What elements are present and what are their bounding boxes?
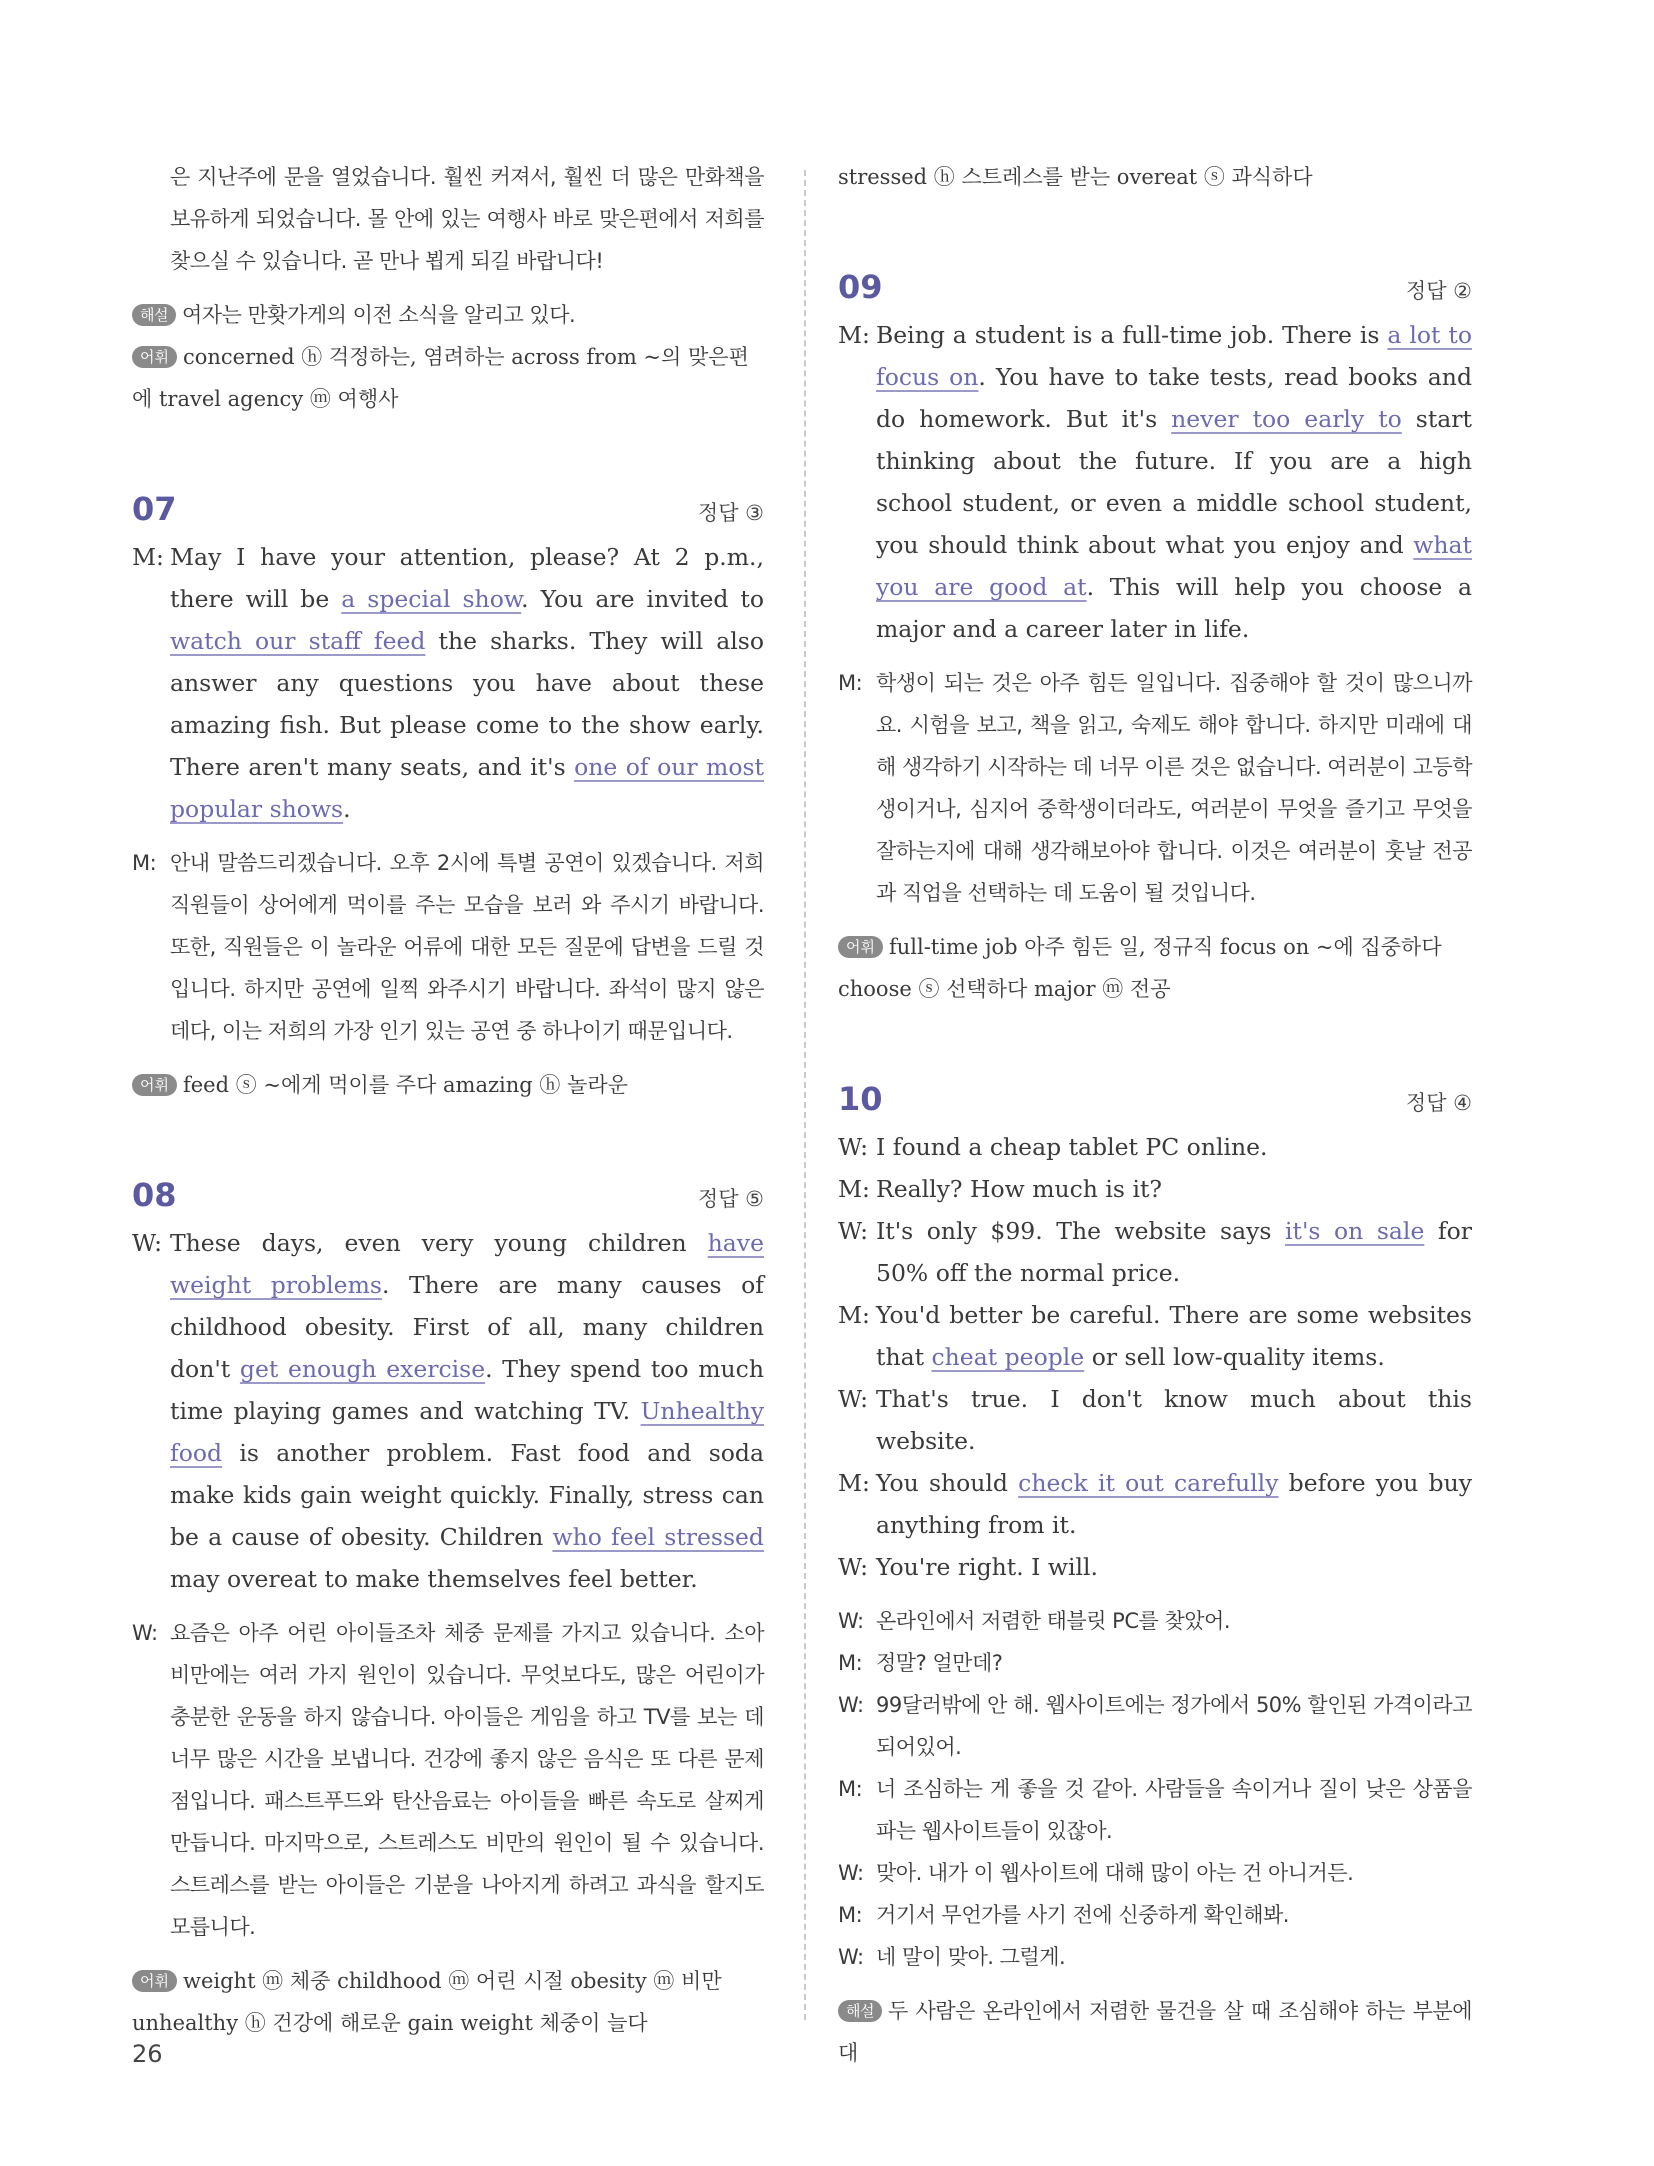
translation-line xyxy=(838,1768,1472,1852)
column-divider xyxy=(804,170,806,2020)
explanation-tag: 해설 xyxy=(132,304,176,326)
translation-10 xyxy=(838,1600,1472,1978)
section-08-header xyxy=(132,1176,764,1214)
translation-text: 안내 말씀드리겠습니다. 오후 2시에 특별 공연이 있겠습니다. 저희 직원들이 상어에게 먹이를 주는 모습을 보러 와 주시기 바랍니다. 또한, 직원들은 이 놀라운 어류에 대한 모든 질문에 답변을 드릴 것입니다. 하지만 공연에 일찍 와주시기 바랍니다. 좌석이 많지 않은 데다, 이는 저희의 가장 인기 있는 공연 중 하나이기 때문입니다. xyxy=(170,851,764,1043)
script-text: . You have to take tests, read books and do homework. But it's xyxy=(876,363,1472,433)
translation-line xyxy=(838,1642,1472,1684)
dialogue-line xyxy=(838,1294,1472,1378)
speaker: W: xyxy=(838,1861,864,1885)
vocab-text: weight ⓜ 체중 childhood ⓜ 어린 시절 obesity ⓜ 비만 unhealthy ⓗ 건강에 해로운 gain weight 체중이 늘다 xyxy=(132,1969,722,2035)
translation-07 xyxy=(132,842,764,1052)
question-number: 08 xyxy=(132,1176,177,1214)
script-text: You'd better be careful. There are some websites that xyxy=(876,1301,1472,1371)
script-text: . There are many causes of childhood obesity. First of all, many children don't xyxy=(170,1271,764,1383)
question-number: 10 xyxy=(838,1080,883,1118)
translation-08 xyxy=(132,1612,764,1948)
speaker: W: xyxy=(838,1693,864,1717)
page-number: 26 xyxy=(132,2040,163,2068)
underlined-phrase: a special show xyxy=(341,585,522,613)
speaker: W: xyxy=(132,1621,158,1645)
speaker: M: xyxy=(838,1777,863,1801)
section-09-header xyxy=(838,268,1472,306)
underlined-phrase: never too early to xyxy=(1171,405,1402,433)
script-text: . They spend too much time playing games and watching TV. xyxy=(170,1355,764,1425)
dialogue-line xyxy=(838,1126,1472,1168)
dialogue-line xyxy=(838,1546,1472,1588)
script-text: These days, even very young children xyxy=(170,1229,708,1257)
answer-label: 정답 ② xyxy=(1405,279,1472,303)
translation-text: 학생이 되는 것은 아주 힘든 일입니다. 집중해야 할 것이 많으니까요. 시험을 보고, 책을 읽고, 숙제도 해야 합니다. 하지만 미래에 대해 생각하기 시작하는 데 너무 이른 것은 없습니다. 여러분이 고등학생이거나, 심지어 중학생이더라도, 여러분이 무엇을 즐기고 무엇을 잘하는지에 대해 생각해보아야 합니다. 이것은 여러분이 훗날 전공과 직업을 선택하는 데 도움이 될 것입니다. xyxy=(876,671,1472,905)
underlined-phrase: watch our staff feed xyxy=(170,627,426,655)
right-column xyxy=(838,156,1472,2074)
vocab-07 xyxy=(132,1064,764,1106)
section-07-header xyxy=(132,490,764,528)
speaker: M: xyxy=(132,543,164,571)
vocab-08 xyxy=(132,1960,764,2044)
underlined-phrase: it's on sale xyxy=(1285,1217,1425,1245)
script-text: is another problem. Fast food and soda make kids gain weight quickly. Finally, stress can be a cause of obesity. Children xyxy=(170,1439,764,1551)
vocab-tag: 어휘 xyxy=(132,1970,177,1992)
speaker: W: xyxy=(838,1609,864,1633)
vocab-tag: 어휘 xyxy=(132,346,177,368)
vocab-09 xyxy=(838,926,1472,1010)
vocab-06 xyxy=(132,336,764,420)
translation-text: 네 말이 맞아. 그럴게. xyxy=(876,1945,1066,1969)
script-09 xyxy=(838,314,1472,650)
dialogue-line xyxy=(838,1462,1472,1546)
underlined-phrase: one of our most popular shows xyxy=(170,753,764,823)
speaker: M: xyxy=(132,851,157,875)
script-text: . You are invited to xyxy=(521,585,764,613)
speaker: M: xyxy=(838,1301,870,1329)
translation-text: 정말? 얼만데? xyxy=(876,1651,1003,1675)
dialogue-line xyxy=(838,1378,1472,1462)
speaker: W: xyxy=(838,1133,869,1161)
underlined-phrase: get enough exercise xyxy=(239,1355,486,1383)
script-text: You should xyxy=(876,1469,1019,1497)
script-text: I found a cheap tablet PC online. xyxy=(876,1133,1268,1161)
script-text: May I have your attention, please? At 2 p.m., there will be xyxy=(170,543,764,613)
script-text: . This will help you choose a major and a career later in life. xyxy=(876,573,1472,643)
underlined-phrase: what you are good at xyxy=(876,531,1472,601)
underlined-phrase: a lot to focus on xyxy=(876,321,1473,391)
script-text: start thinking about the future. If you are a high school student, or even a middle school student, you should think about what you enjoy and xyxy=(876,405,1472,559)
left-column xyxy=(132,156,764,2044)
script-07 xyxy=(132,536,764,830)
translation-line xyxy=(838,1600,1472,1642)
script-text: may overeat to make themselves feel better. xyxy=(170,1565,698,1593)
translation-line xyxy=(838,1852,1472,1894)
speaker: M: xyxy=(838,1175,870,1203)
speaker: M: xyxy=(838,1651,863,1675)
section-10-header xyxy=(838,1080,1472,1118)
vocab-text: feed ⓢ ~에게 먹이를 주다 amazing ⓗ 놀라운 xyxy=(182,1073,628,1097)
translation-text: 너 조심하는 게 좋을 것 같아. 사람들을 속이거나 질이 낮은 상품을 파는 웹사이트들이 있잖아. xyxy=(876,1777,1472,1843)
script-text: That's true. I don't know much about this website. xyxy=(876,1385,1472,1455)
speaker: W: xyxy=(132,1229,163,1257)
explanation-text: 여자는 만홧가게의 이전 소식을 알리고 있다. xyxy=(181,303,576,327)
dialogue-line xyxy=(838,1210,1472,1294)
vocab-08-continued: stressed ⓗ 스트레스를 받는 overeat ⓢ 과식하다 xyxy=(838,165,1313,189)
vocab-tag: 어휘 xyxy=(132,1074,177,1096)
speaker: M: xyxy=(838,671,863,695)
speaker: M: xyxy=(838,1903,863,1927)
explanation-tag: 해설 xyxy=(838,2000,882,2022)
answer-label: 정답 ⑤ xyxy=(697,1187,764,1211)
script-text: for 50% off the normal price. xyxy=(876,1217,1472,1287)
vocab-text: concerned ⓗ 걱정하는, 염려하는 across from ~의 맞은편에 travel agency ⓜ 여행사 xyxy=(132,345,749,411)
script-text: or sell low-quality items. xyxy=(1084,1343,1385,1371)
speaker: W: xyxy=(838,1217,869,1245)
translation-09 xyxy=(838,662,1472,914)
script-text: before you buy anything from it. xyxy=(876,1469,1472,1539)
script-10 xyxy=(838,1126,1472,1588)
underlined-phrase: who feel stressed xyxy=(552,1523,764,1551)
translation-text: 99달러밖에 안 해. 웹사이트에는 정가에서 50% 할인된 가격이라고 되어있어. xyxy=(876,1693,1472,1759)
question-number: 07 xyxy=(132,490,177,528)
speaker: W: xyxy=(838,1553,869,1581)
explanation-06 xyxy=(132,294,764,336)
translation-line xyxy=(838,1894,1472,1936)
vocab-tag: 어휘 xyxy=(838,936,883,958)
script-text: Really? How much is it? xyxy=(876,1175,1163,1203)
answer-label: 정답 ③ xyxy=(697,501,764,525)
question-number: 09 xyxy=(838,268,883,306)
translation-text: 요즘은 아주 어린 아이들조차 체중 문제를 가지고 있습니다. 소아 비만에는 여러 가지 원인이 있습니다. 무엇보다도, 많은 어린이가 충분한 운동을 하지 않습니다. 아이들은 게임을 하고 TV를 보는 데 너무 많은 시간을 보냅니다. 건강에 좋지 않은 음식은 또 다른 문제점입니다. 패스트푸드와 탄산음료는 아이들을 빠른 속도로 살찌게 만듭니다. 마지막으로, 스트레스도 비만의 원인이 될 수 있습니다. 스트레스를 받는 아이들은 기분을 나아지게 하려고 과식을 할지도 모릅니다. xyxy=(170,1621,764,1939)
script-text: It's only $99. The website says xyxy=(876,1217,1286,1245)
translation-text: 맞아. 내가 이 웹사이트에 대해 많이 아는 건 아니거든. xyxy=(876,1861,1354,1885)
script-08 xyxy=(132,1222,764,1600)
script-text: . xyxy=(343,795,351,823)
speaker: M: xyxy=(838,1469,870,1497)
translation-line xyxy=(838,1936,1472,1978)
vocab-text: full-time job 아주 힘든 일, 정규직 focus on ~에 집중하다 choose ⓢ 선택하다 major ⓜ 전공 xyxy=(838,935,1442,1001)
underlined-phrase: have weight problems xyxy=(170,1229,764,1299)
intro-korean-text: 은 지난주에 문을 열었습니다. 훨씬 커져서, 훨씬 더 많은 만화책을 보유하게 되었습니다. 몰 안에 있는 여행사 바로 맞은편에서 저희를 찾으실 수 있습니다. 곧 만나 뵙게 되길 바랍니다! xyxy=(170,165,764,273)
explanation-text: 두 사람은 온라인에서 저렴한 물건을 살 때 조심해야 하는 부분에 대 xyxy=(838,1999,1472,2065)
script-text: the sharks. They will also answer any questions you have about these amazing fish. But please come to the show early. There aren't many seats, and it's xyxy=(170,627,764,781)
translation-line xyxy=(838,1684,1472,1768)
answer-label: 정답 ④ xyxy=(1405,1091,1472,1115)
underlined-phrase: Unhealthy food xyxy=(170,1397,764,1467)
underlined-phrase: check it out carefully xyxy=(1018,1469,1279,1497)
speaker: M: xyxy=(838,321,870,349)
underlined-phrase: cheat people xyxy=(931,1343,1085,1371)
translation-text: 거기서 무언가를 사기 전에 신중하게 확인해봐. xyxy=(876,1903,1289,1927)
dialogue-line xyxy=(838,1168,1472,1210)
speaker: W: xyxy=(838,1385,869,1413)
translation-text: 온라인에서 저렴한 태블릿 PC를 찾았어. xyxy=(876,1609,1230,1633)
explanation-10 xyxy=(838,1990,1472,2074)
script-text: You're right. I will. xyxy=(876,1553,1099,1581)
script-text: Being a student is a full-time job. There is xyxy=(876,321,1388,349)
speaker: W: xyxy=(838,1945,864,1969)
